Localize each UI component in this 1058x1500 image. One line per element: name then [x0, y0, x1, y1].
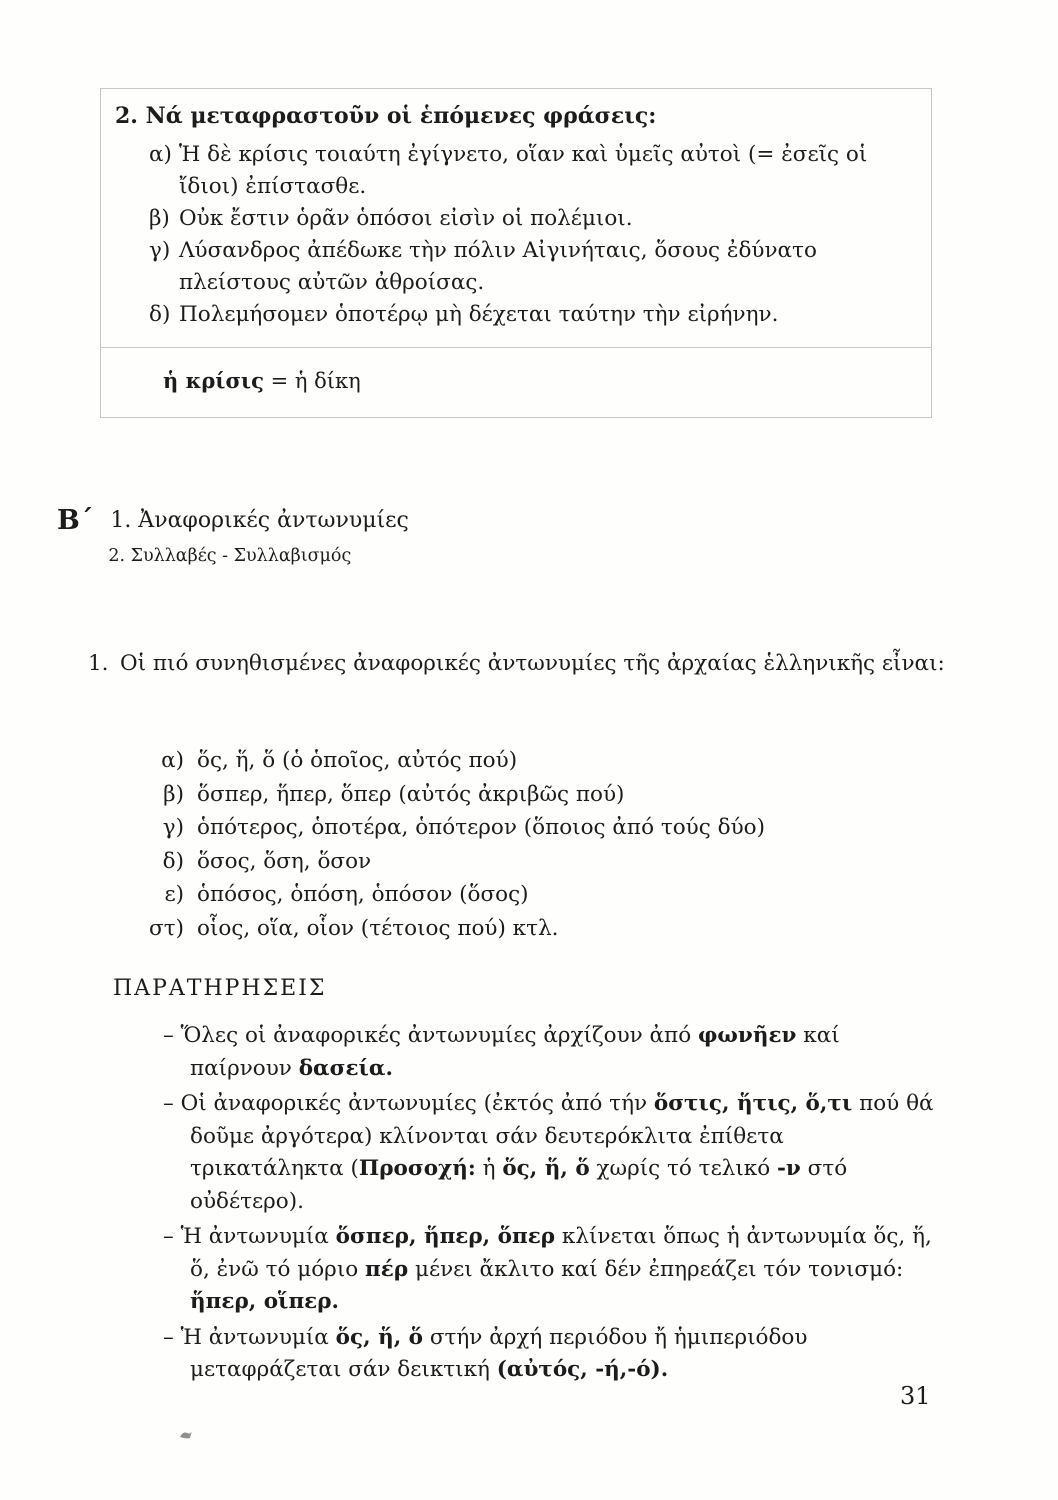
- pronoun-item-text: ὅσπερ, ἥπερ, ὅπερ (αὐτός ἀκριβῶς πού): [197, 781, 625, 807]
- pronoun-item-text: οἷος, οἵα, οἷον (τέτοιος πού) κτλ.: [197, 915, 559, 941]
- exercise-title: 2. Νά μεταφραστοῦν οἱ ἑπόμενες φράσεις:: [115, 103, 657, 129]
- intro-text: Οἱ πιό συνηθισμένες ἀναφορικές ἀντωνυμίες τῆς ἀρχαίας ἑλληνικῆς εἶναι:: [120, 651, 945, 676]
- pronoun-list-item: [120, 845, 765, 879]
- exercise-item-label: α): [149, 142, 172, 167]
- exercise-box-content: [101, 89, 931, 331]
- pronoun-list-item: [120, 744, 765, 778]
- exercise-item: [149, 203, 909, 235]
- exercise-item: [149, 235, 909, 299]
- section-letter: Β΄: [57, 505, 94, 536]
- observations-list: [163, 1020, 939, 1390]
- observation-item: – Ἡ ἀντωνυμία ὅς, ἥ, ὅ στήν ἀρχή περιόδου ἤ ἡμιπεριόδου μεταφράζεται σάν δεικτική (αὐτός, -ή,-ό).: [163, 1324, 808, 1382]
- pronoun-list-item: [120, 878, 765, 912]
- exercise-item: [149, 139, 909, 203]
- exercise-item-label: β): [149, 206, 170, 231]
- section-topic-1: 1. Ἀναφορικές ἀντωνυμίες: [110, 508, 409, 533]
- observation-item: – Ὅλες οἱ ἀναφορικές ἀντωνυμίες ἀρχίζουν ἀπό φωνῆεν καί παίρνουν δασεία.: [163, 1023, 840, 1081]
- exercise-item-text: Πολεμήσομεν ὁποτέρῳ μὴ δέχεται ταύτην τὴν εἰρήνην.: [179, 302, 779, 327]
- section-topic-2: 2. Συλλαβές - Συλλαβισμός: [108, 546, 352, 566]
- vocabulary-note: ἡ κρίσις = ἡ δίκη: [163, 368, 361, 393]
- pronoun-item-label: β): [163, 781, 184, 807]
- intro-number: 1.: [88, 651, 109, 676]
- observation-item: – Οἱ ἀναφορικές ἀντωνυμίες (ἐκτός ἀπό τήν ὅστις, ἥτις, ὅ,τι πού θά δοῦμε ἀργότερα) κλίνονται σάν δευτερόκλιτα ἐπίθετα τρικατάληκτα (Προσοχή: ἡ ὅς, ἥ, ὅ χωρίς τό τελικό -ν στό οὐδέτερο).: [163, 1091, 934, 1214]
- pronoun-item-text: ὅσος, ὅση, ὅσον: [197, 848, 372, 874]
- exercise-item-label: δ): [149, 302, 171, 327]
- exercise-item: [149, 299, 909, 331]
- pronoun-item-text: ὁπόσος, ὁπόση, ὁπόσον (ὅσος): [197, 882, 529, 907]
- pronoun-item-label: στ): [149, 915, 184, 941]
- pronoun-item-text: ὁπότερος, ὁποτέρα, ὁπότερον (ὅποιος ἀπό τούς δύο): [197, 815, 765, 840]
- pronoun-item-label: ε): [164, 882, 184, 907]
- exercise-item-text: Οὐκ ἔστιν ὁρᾶν ὁπόσοι εἰσὶν οἱ πολέμιοι.: [179, 206, 633, 231]
- pronoun-item-label: α): [161, 748, 184, 773]
- pronoun-item-label: δ): [162, 848, 184, 874]
- pronoun-list-item: [120, 778, 765, 812]
- pronoun-item-text: ὅς, ἥ, ὅ (ὁ ὁποῖος, αὐτός πού): [197, 748, 518, 773]
- page-number: 31: [900, 1382, 931, 1410]
- exercise-item-text: Ἡ δὲ κρίσις τοιαύτη ἐγίγνετο, οἵαν καὶ ὑμεῖς αὐτοὶ (= ἐσεῖς οἱ ἴδιοι) ἐπίστασθε.: [179, 142, 868, 199]
- pronoun-list-item: [120, 811, 765, 845]
- section-heading: [57, 506, 409, 568]
- pronoun-item-label: γ): [162, 815, 184, 840]
- section-lines: [110, 506, 409, 568]
- observations-heading: ΠΑΡΑΤΗΡΗΣΕΙΣ: [113, 976, 327, 1001]
- intro-paragraph: [88, 648, 946, 680]
- stray-ink-mark-icon: [179, 1424, 193, 1443]
- exercise-items: [149, 139, 909, 331]
- exercise-item-text: Λύσανδρος ἀπέδωκε τὴν πόλιν Αἰγινήταις, ὅσους ἐδύνατο πλείστους αὐτῶν ἀθροίσας.: [179, 238, 817, 295]
- pronoun-list-item: [120, 912, 765, 946]
- exercise-box: [100, 88, 932, 418]
- exercise-item-label: γ): [149, 238, 171, 263]
- pronoun-list: [120, 744, 765, 945]
- observation-item: – Ἡ ἀντωνυμία ὅσπερ, ἥπερ, ὅπερ κλίνεται ὅπως ἡ ἀντωνυμία ὅς, ἥ, ὅ, ἐνῶ τό μόριο πέρ μένει ἄκλιτο καί δέν ἐπηρεάζει τόν τονισμό: ἥπερ, οἵπερ.: [163, 1224, 932, 1314]
